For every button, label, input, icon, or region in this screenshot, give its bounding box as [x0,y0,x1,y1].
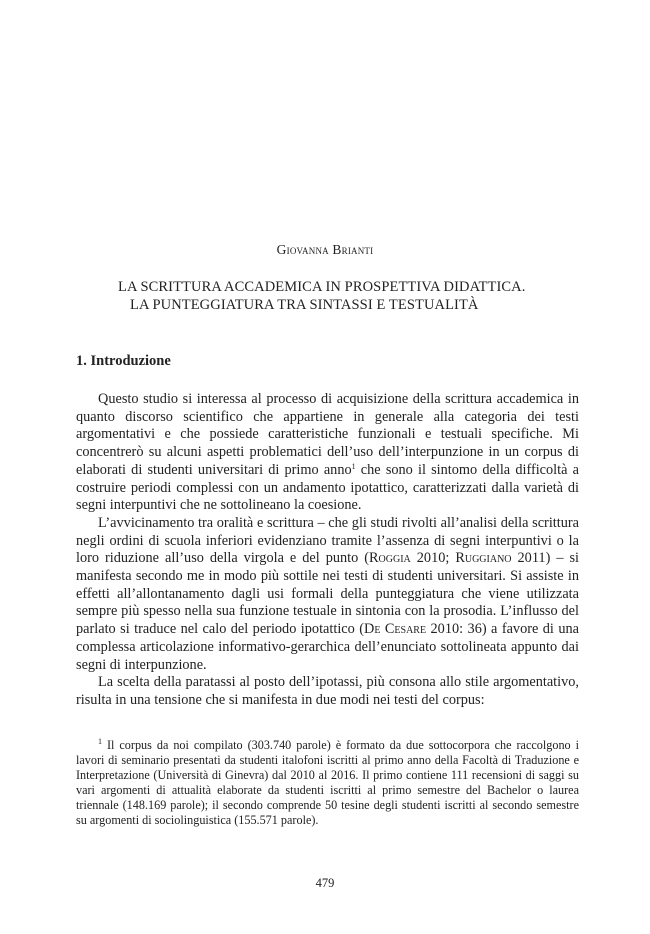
citation-de-cesare: De Cesare [364,621,427,638]
footnote-text: Il corpus da noi compilato (303.740 parole) è formato da due sottocorpora che raccolgono i lavori di seminario presentati da studenti italofoni iscritti al primo anno della Facoltà di Traduzione e Interpretazione (Università di Ginevra) dal 2010 al 2016. Il primo contiene 111 recensioni di saggi su vari argomenti di attualità elaborate da studenti iscritti al primo semestre del Bachelor o laurea triennale (148.169 parole); il secondo comprende 50 tesine degli studenti iscritti al secondo semestre su argomenti di sociolinguistica (155.571 parole). [76,738,579,827]
paragraph-2-text-d: 2010: 36) a favore di una complessa articolazione informativo-gerarchica dell’enunciato sottolineata appunto dai segni di interpunzione. [76,621,579,673]
footnote-1 [76,738,579,828]
page-number: 479 [315,876,335,890]
paper-title [118,278,578,314]
paper-title-line-1: LA SCRITTURA ACCADEMICA IN PROSPETTIVA DIDATTICA. [118,279,526,295]
section-heading: 1. Introduzione [76,353,171,369]
paragraph-2-text-b: 2010; [410,550,456,567]
footnote [76,738,579,828]
paragraph-3: La scelta della paratassi al posto dell’ipotassi, più consona allo stile argomentativo, risulta in una tensione che si manifesta in due modi nei testi del corpus: [76,674,579,708]
paragraph-1 [76,391,579,515]
author-name: Giovanna Brianti [276,242,374,257]
citation-roggia: Roggia [369,550,411,567]
body-text [76,391,579,710]
footnote-reference: 1 [351,461,356,471]
citation-ruggiano: Ruggiano [455,550,512,567]
paragraph-2 [76,515,579,674]
paragraph-1-text-a: Questo studio si interessa al processo di acquisizione della scrittura accademica in quanto discorso scientifico che appartiene in generale alla categoria dei testi argomentativi e che possiede caratteristiche funzionali e testuali specifiche. Mi concentrerò su alcuni aspetti problematici dell’uso dell’interpunzione in un corpus di elaborati di studenti universitari di primo anno [76,391,579,478]
paragraph-2-text-a: L’avvicinamento tra oralità e scrittura – che gli studi rivolti all’analisi della scrittura negli ordini di scuola inferiori evidenziano tramite l’assenza di segni interpuntivi o la loro riduzione all’uso della virgola e del punto ( [76,514,579,567]
paragraph-2-text-c: 2011) – si manifesta secondo me in modo più sottile nei testi di studenti universitari. Si assiste in effetti all’allontanamento dagli usi formali della punteggiatura che viene utilizzata sempre più spesso nella sua funzione testuale in sintonia con la prosodia. L’influsso del parlato si traduce nel calo del periodo ipotattico ( [76,550,580,638]
paragraph-1-text-b: che sono il sintomo della difficoltà a costruire periodi complessi con un andamento ipotattico, caratterizzati dalla varietà di segni interpuntivi che ne sottolineano la coesione. [76,461,579,514]
footnote-marker: 1 [98,737,102,746]
paper-title-line-2: LA PUNTEGGIATURA TRA SINTASSI E TESTUALITÀ [130,297,479,313]
